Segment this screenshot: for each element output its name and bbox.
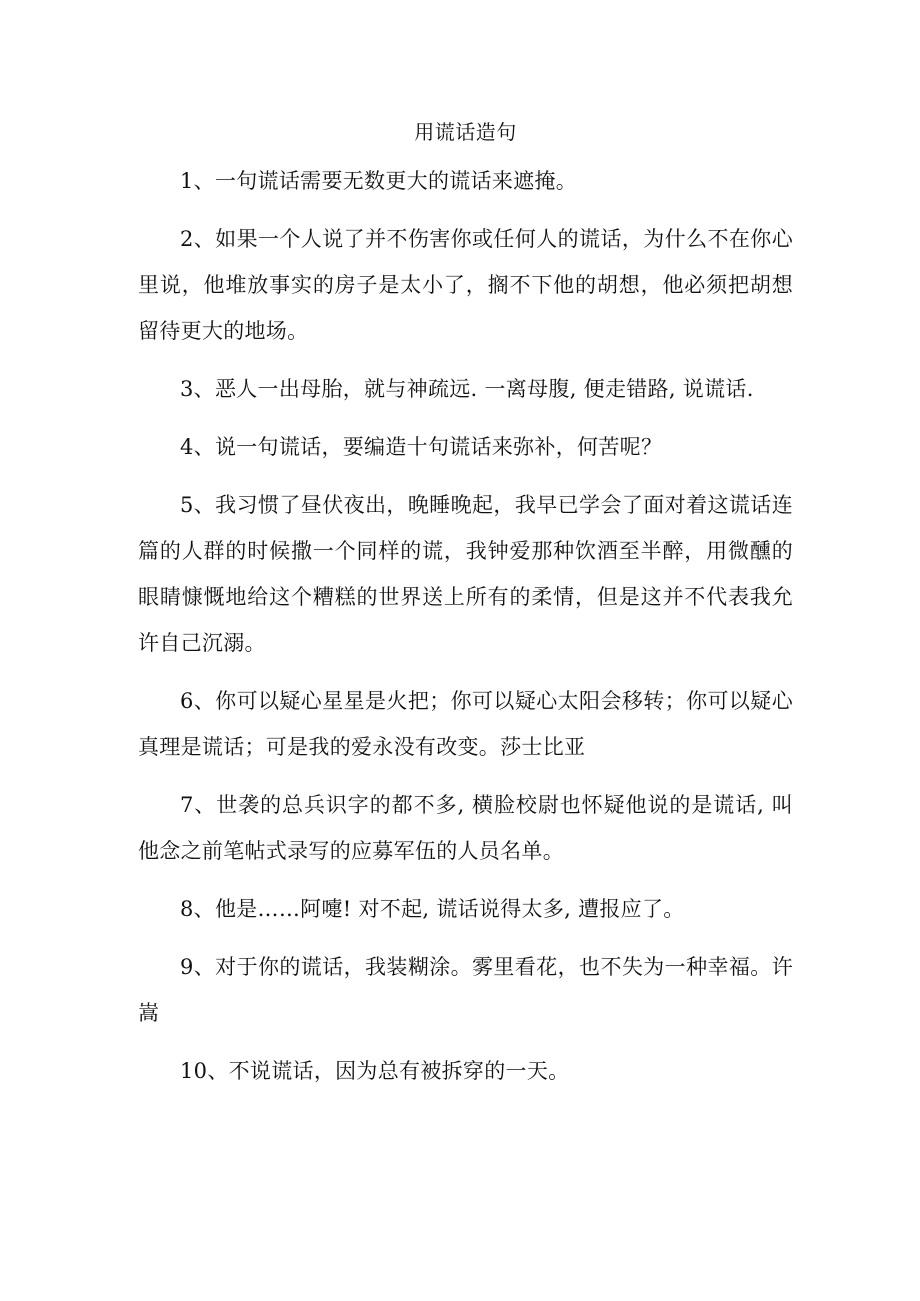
sentence-3: 3、恶人一出母胎，就与神疏远. 一离母腹, 便走错路, 说谎话. — [180, 377, 754, 401]
sentence-7: 7、世袭的总兵识字的都不多, 横脸校尉也怀疑他说的是谎话, 叫他念之前笔帖式录写的应募军伍的人员名单。 — [138, 793, 793, 863]
sentence-6: 6、你可以疑心星星是火把；你可以疑心太阳会移转；你可以疑心真理是谎话；可是我的爱永没有改变。莎士比亚 — [138, 689, 793, 759]
sentence-1: 1、一句谎话需要无数更大的谎话来遮掩。 — [180, 169, 578, 193]
sentence-2: 2、如果一个人说了并不伤害你或任何人的谎话，为什么不在你心里说，他堆放事实的房子是太小了，搁不下他的胡想，他必须把胡想留待更大的地场。 — [138, 227, 793, 343]
sentence-5: 5、我习惯了昼伏夜出，晚睡晚起，我早已学会了面对着这谎话连篇的人群的时候撒一个同样的谎，我钟爱那种饮酒至半醉，用微醺的眼睛慷慨地给这个糟糕的世界送上所有的柔情，但是这并不代表我允许自己沉溺。 — [138, 493, 793, 655]
document-body — [138, 112, 793, 1106]
sentence-9: 9、对于你的谎话，我装糊涂。雾里看花，也不失为一种幸福。许嵩 — [138, 955, 793, 1025]
sentence-10: 10、不说谎话，因为总有被拆穿的一天。 — [180, 1059, 570, 1083]
sentence-8: 8、他是……阿嚏! 对不起, 谎话说得太多, 遭报应了。 — [180, 897, 685, 921]
document-title: 用谎话造句 — [414, 120, 517, 144]
sentence-4: 4、说一句谎话，要编造十句谎话来弥补，何苦呢？ — [180, 435, 663, 459]
